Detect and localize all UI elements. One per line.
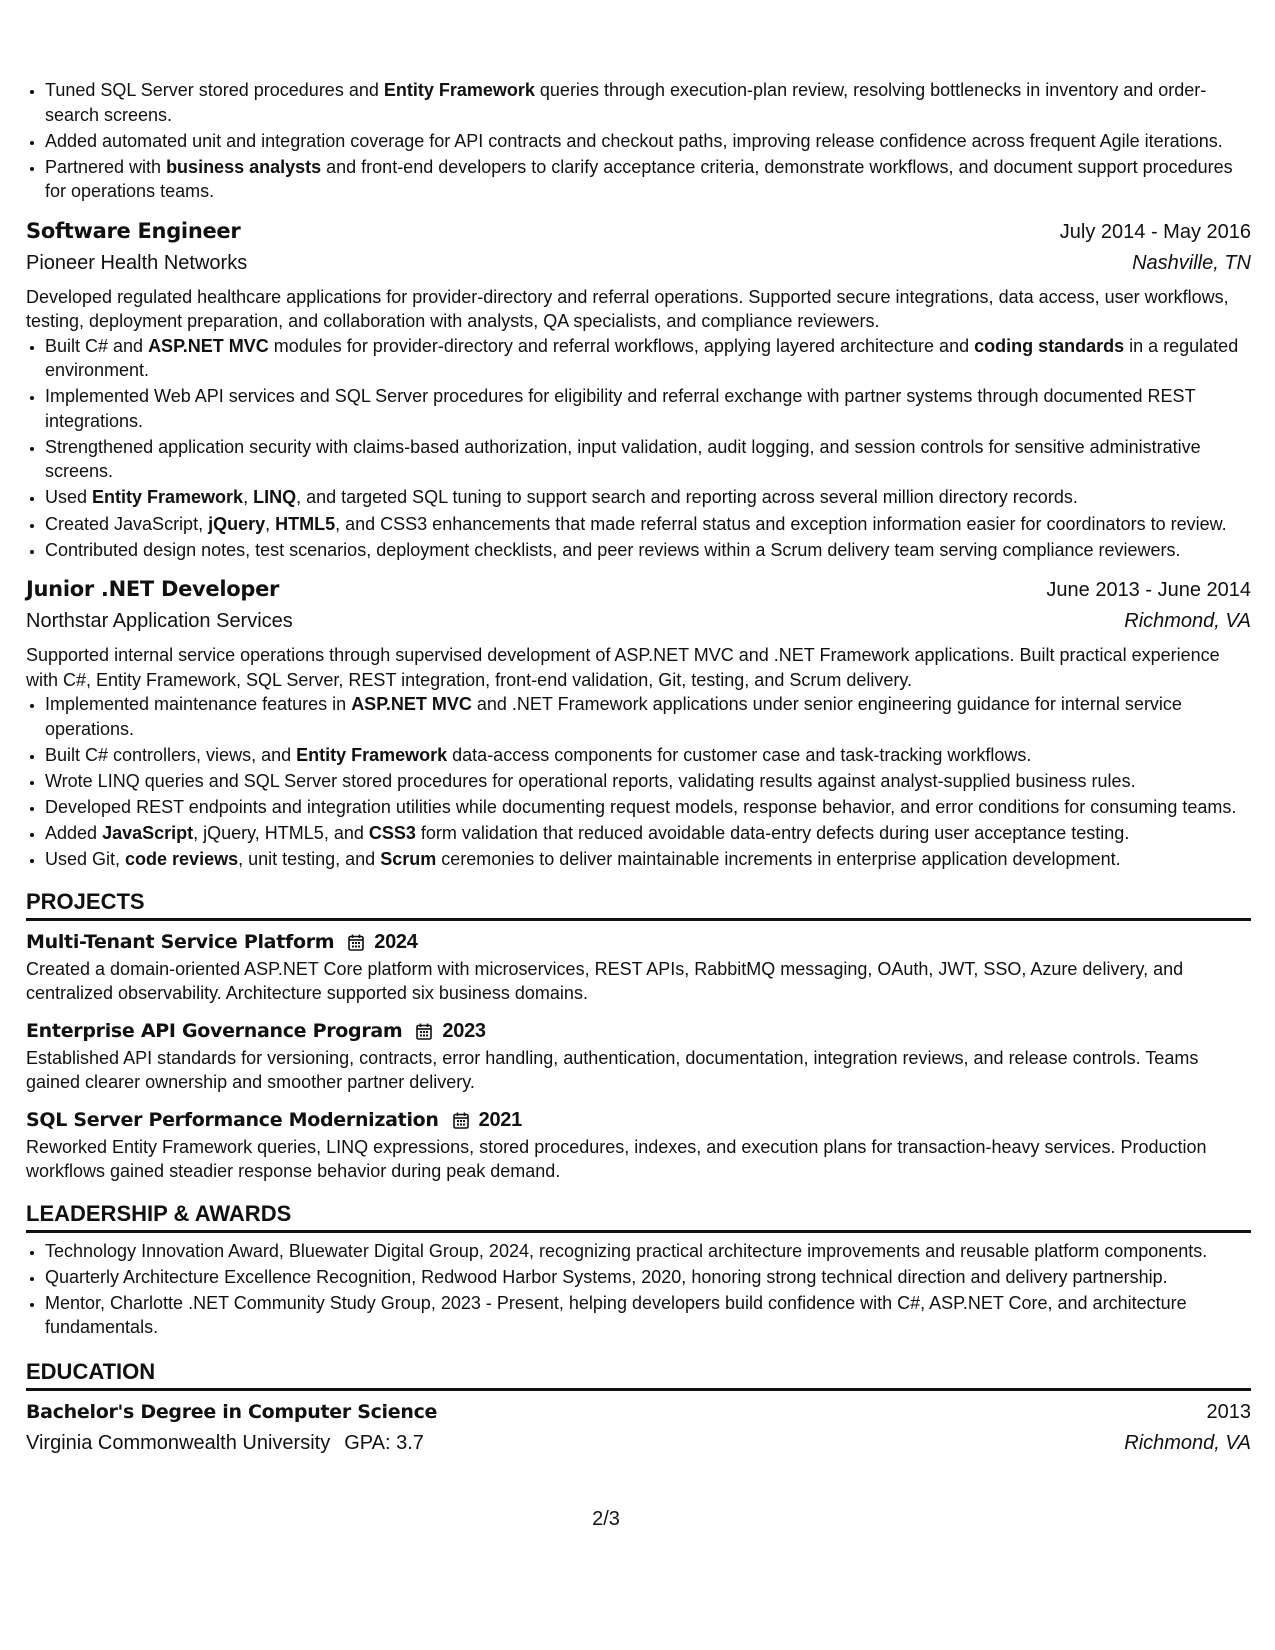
bullet-text: , bbox=[265, 513, 276, 534]
bullet-item bbox=[45, 821, 1251, 846]
school-location: Richmond, VA bbox=[1124, 1431, 1251, 1454]
award-item: • Technology Innovation Award, Bluewater Digital Group, 2024, recognizing practical architecture improvements and reusable platform components. bbox=[45, 1239, 1251, 1264]
bullet-text: Wrote LINQ queries and SQL Server stored procedures for operational reports, validating results against analyst-supplied business rules. bbox=[45, 770, 1136, 791]
project-description: Reworked Entity Framework queries, LINQ expressions, stored procedures, indexes, and execution plans for transaction-heavy services. Production workflows gained steadier response behavior during peak demand. bbox=[26, 1136, 1207, 1182]
emphasis-text: Scrum bbox=[380, 849, 437, 870]
project-entry bbox=[26, 927, 1251, 1006]
emphasis-text: LINQ bbox=[253, 487, 297, 508]
emphasis-text: coding standards bbox=[974, 335, 1125, 356]
bullet-text: data-access components for customer case and task-tracking workflows. bbox=[447, 744, 1032, 765]
bullet-item bbox=[45, 538, 1251, 563]
calendar-icon bbox=[416, 1023, 432, 1039]
job-title: Software Engineer bbox=[26, 218, 241, 243]
project-entry bbox=[26, 1016, 1251, 1095]
bullet-item bbox=[45, 155, 1251, 204]
bullet-text: ceremonies to deliver maintainable increments in enterprise application development. bbox=[436, 849, 1121, 870]
bullet-text: Created JavaScript, bbox=[45, 513, 209, 534]
project-year: 2024 bbox=[374, 930, 418, 953]
bullet-text: Built C# controllers, views, and bbox=[45, 744, 297, 765]
company-name: Pioneer Health Networks bbox=[26, 251, 248, 274]
bullet-item bbox=[45, 78, 1251, 127]
bullet-text: Implemented maintenance features in bbox=[45, 694, 352, 715]
bullet-text: Used Git, bbox=[45, 849, 126, 870]
section-heading-education: EDUCATION bbox=[26, 1358, 1251, 1391]
job-bullets bbox=[26, 334, 1251, 562]
bullet-text: Built C# and bbox=[45, 335, 149, 356]
bullet-item bbox=[45, 743, 1251, 768]
bullet-text: , and targeted SQL tuning to support search and reporting across several million directory records. bbox=[296, 487, 1078, 508]
emphasis-text: Entity Framework bbox=[92, 487, 244, 508]
job-entry bbox=[26, 216, 1251, 562]
bullet-item bbox=[45, 129, 1251, 154]
job-location: Richmond, VA bbox=[1124, 610, 1251, 633]
bullet-text: Added bbox=[45, 823, 103, 844]
job-summary: Developed regulated healthcare applications for provider-directory and referral operations. Supported secure integrations, data access, user workflows, testing, deployment preparation, and collaboration with analysts, QA specialists, and compliance reviewers. bbox=[26, 286, 1229, 332]
bullet-text: in a regulated environment. bbox=[45, 335, 1239, 381]
bullet-text: Implemented Web API services and SQL Server procedures for eligibility and referral exchange with partner systems through documented REST integrations. bbox=[45, 386, 1196, 431]
emphasis-text: Entity Framework bbox=[296, 744, 448, 765]
bullet-text: , unit testing, and bbox=[238, 849, 381, 870]
bullet-text: and front-end developers to clarify acceptance criteria, demonstrate workflows, and document support procedures for operations teams. bbox=[45, 156, 1233, 202]
project-name: Multi-Tenant Service Platform bbox=[26, 930, 335, 953]
bullet-item bbox=[45, 769, 1251, 794]
award-item: • Mentor, Charlotte .NET Community Study Group, 2023 - Present, helping developers build confidence with C#, ASP.NET Core, and architecture fundamentals. bbox=[45, 1291, 1251, 1340]
job-dates: June 2013 - June 2014 bbox=[1046, 579, 1251, 602]
bullet-text: Strengthened application security with claims-based authorization, input validation, audit logging, and session controls for sensitive administrative screens. bbox=[45, 436, 1201, 482]
bullet-item bbox=[45, 334, 1251, 383]
calendar-icon bbox=[453, 1112, 469, 1128]
bullet-text: Contributed design notes, test scenarios, deployment checklists, and peer reviews within a Scrum delivery team serving compliance reviewers. bbox=[45, 539, 1181, 560]
bullet-text: , bbox=[243, 487, 254, 508]
emphasis-text: code reviews bbox=[125, 849, 239, 870]
job-title: Junior .NET Developer bbox=[26, 577, 280, 602]
project-name: SQL Server Performance Modernization bbox=[26, 1108, 439, 1131]
job-entry bbox=[26, 574, 1251, 871]
project-name: Enterprise API Governance Program bbox=[26, 1019, 403, 1042]
page-number: 2/3 bbox=[592, 1508, 620, 1530]
emphasis-text: JavaScript bbox=[102, 823, 194, 844]
company-name: Northstar Application Services bbox=[26, 610, 293, 633]
graduation-year: 2013 bbox=[1206, 1400, 1251, 1423]
bullet-item bbox=[45, 795, 1251, 820]
bullet-item bbox=[45, 692, 1251, 741]
project-entry bbox=[26, 1105, 1251, 1184]
bullet-text: Used bbox=[45, 487, 93, 508]
emphasis-text: ASP.NET MVC bbox=[351, 694, 472, 715]
resume-page bbox=[26, 78, 1251, 1459]
emphasis-text: HTML5 bbox=[275, 513, 336, 534]
degree-name: Bachelor's Degree in Computer Science bbox=[26, 1400, 438, 1423]
bullet-item bbox=[45, 485, 1251, 510]
job-location: Nashville, TN bbox=[1132, 251, 1251, 274]
project-year: 2023 bbox=[442, 1019, 486, 1042]
project-description: Created a domain-oriented ASP.NET Core platform with microservices, REST APIs, RabbitMQ messaging, OAuth, JWT, SSO, Azure delivery, and centralized observability. Architecture supported six business domains. bbox=[26, 958, 1184, 1004]
section-heading-projects: PROJECTS bbox=[26, 888, 1251, 921]
bullet-item bbox=[45, 435, 1251, 484]
bullet-text: form validation that reduced avoidable data-entry defects during user acceptance testing. bbox=[415, 823, 1130, 844]
bullet-text: and .NET Framework applications under senior engineering guidance for internal service operations. bbox=[45, 694, 1182, 739]
gpa: GPA: 3.7 bbox=[344, 1431, 424, 1454]
job-summary: Supported internal service operations through supervised development of ASP.NET MVC and .NET Framework applications. Built practical experience with C#, Entity Framework, SQL Server, REST integration, front-end validation, Git, testing, and Scrum delivery. bbox=[26, 645, 1220, 690]
emphasis-text: business analysts bbox=[166, 156, 322, 177]
bullet-text: modules for provider-directory and referral workflows, applying layered architecture and bbox=[268, 335, 975, 356]
bullet-text: Partnered with bbox=[45, 156, 167, 177]
project-year: 2021 bbox=[478, 1108, 522, 1131]
calendar-icon bbox=[348, 934, 364, 950]
previous-job-bullets bbox=[26, 78, 1251, 204]
section-heading-leadership: LEADERSHIP & AWARDS bbox=[26, 1200, 1251, 1233]
bullet-item bbox=[45, 384, 1251, 433]
emphasis-text: Entity Framework bbox=[383, 80, 535, 100]
award-item: • Quarterly Architecture Excellence Recognition, Redwood Harbor Systems, 2020, honoring strong technical direction and delivery partnership. bbox=[45, 1265, 1251, 1290]
job-bullets bbox=[26, 692, 1251, 871]
bullet-item bbox=[45, 847, 1251, 872]
leadership-list bbox=[26, 1239, 1251, 1340]
emphasis-text: ASP.NET MVC bbox=[148, 335, 269, 356]
bullet-text: queries through execution-plan review, resolving bottlenecks in inventory and order-search screens. bbox=[45, 80, 1207, 125]
job-dates: July 2014 - May 2016 bbox=[1059, 220, 1251, 243]
bullet-text: , and CSS3 enhancements that made referral status and exception information easier for coordinators to review. bbox=[335, 513, 1227, 534]
bullet-text: , jQuery, HTML5, and bbox=[193, 823, 369, 844]
school-name: Virginia Commonwealth University bbox=[26, 1431, 331, 1454]
bullet-item bbox=[45, 512, 1251, 537]
emphasis-text: CSS3 bbox=[368, 823, 416, 844]
bullet-text: Added automated unit and integration coverage for API contracts and checkout paths, improving release confidence across frequent Agile iterations. bbox=[45, 130, 1223, 151]
project-description: Established API standards for versioning, contracts, error handling, authentication, documentation, integration reviews, and release controls. Teams gained clearer ownership and smoother partner delivery. bbox=[26, 1047, 1199, 1093]
emphasis-text: jQuery bbox=[208, 513, 266, 534]
bullet-text: Developed REST endpoints and integration utilities while documenting request models, response behavior, and error conditions for consuming teams. bbox=[45, 796, 1237, 817]
bullet-text: Tuned SQL Server stored procedures and bbox=[45, 80, 384, 100]
